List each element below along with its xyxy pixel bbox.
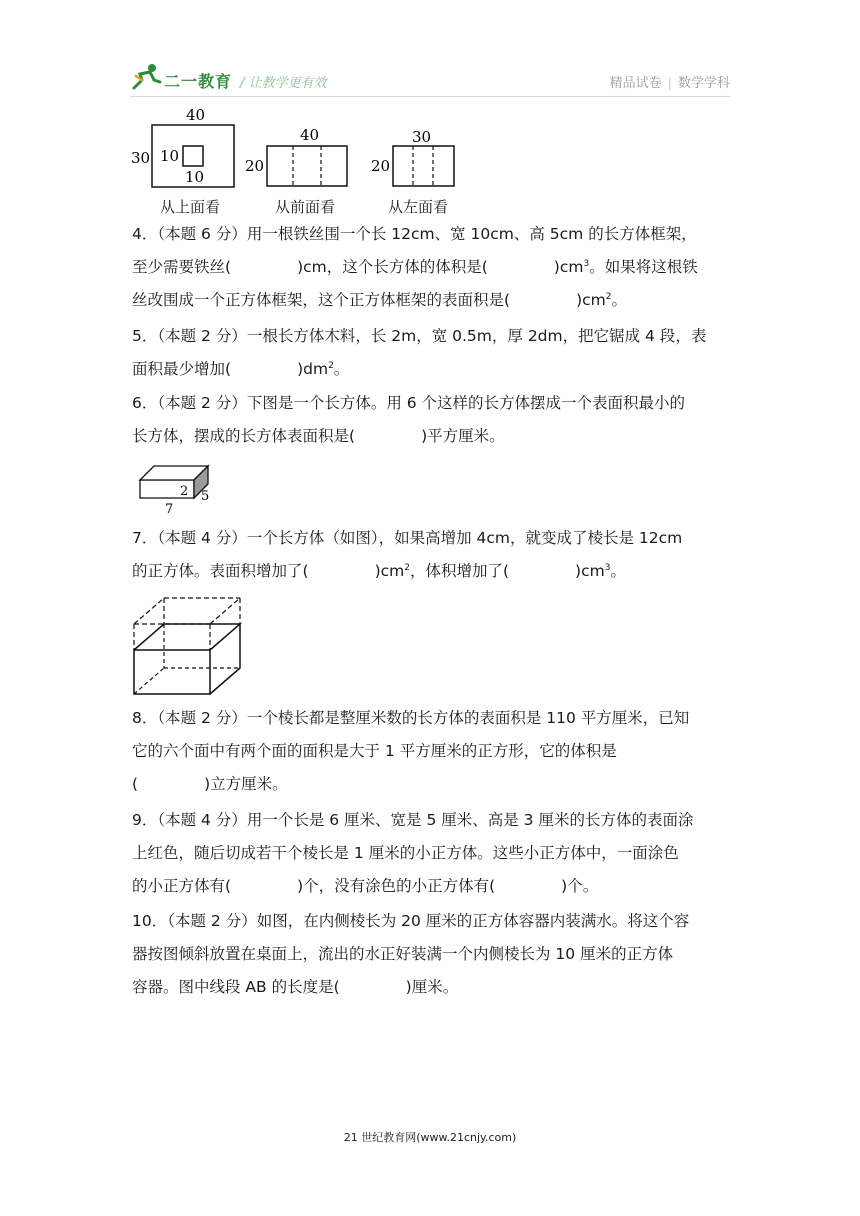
q10-text: )厘米。 — [405, 978, 459, 996]
question-6 — [132, 387, 732, 453]
q4-text: )cm — [553, 258, 584, 276]
three-views-drawing — [128, 104, 468, 196]
slogan: / 让教学更有效 — [240, 76, 327, 91]
q4-line-3 — [132, 284, 732, 317]
q6-line-2 — [132, 420, 732, 453]
unit-exponent: 2 — [328, 360, 334, 371]
q8-line-3 — [132, 768, 732, 801]
front-view-height-label: 20 — [245, 157, 265, 175]
cuboid-length-label: 7 — [165, 502, 174, 516]
logo-text: 二一教育 — [164, 72, 233, 91]
top-view-width-label: 40 — [186, 106, 206, 124]
q9-text: )个。 — [561, 877, 599, 895]
cuboid-width-label: 2 — [180, 484, 189, 499]
question-5 — [132, 320, 732, 386]
q9-line-1: 9．（本题 4 分）用一个长是 6 厘米、宽是 5 厘米、高是 3 厘米的长方体的表面涂 — [132, 811, 694, 829]
caption-top-view: 从上面看 — [160, 198, 221, 216]
q5-text: 。 — [333, 360, 350, 378]
caption-front-view: 从前面看 — [275, 198, 336, 216]
q7-text: )cm — [374, 562, 405, 580]
q9-text: )个，没有涂色的小正方体有( — [297, 877, 496, 895]
three-views-figure — [128, 104, 468, 216]
question-9 — [132, 804, 732, 903]
inner-square-bottom-label: 10 — [185, 168, 205, 186]
header-subject — [610, 72, 730, 91]
q7-text: 的正方体。表面积增加了( — [132, 562, 309, 580]
q5-text: 面积最少增加( — [132, 360, 232, 378]
header-label-quality: 精品试卷 — [609, 76, 662, 91]
q5-line-1: 5．（本题 2 分）一根长方体木料，长 2m，宽 0.5m，厚 2dm，把它锯成 4 段，表 — [132, 327, 707, 345]
inner-square-side-label: 10 — [160, 147, 180, 165]
question-8 — [132, 702, 732, 801]
q4-text: 至少需要铁丝( — [132, 258, 232, 276]
q4-line-2 — [132, 251, 732, 284]
header-label-subject: 数学学科 — [677, 76, 730, 91]
q4-text: 。 — [611, 291, 627, 309]
q9-line-2: 上红色，随后切成若干个棱长是 1 厘米的小正方体。这些小正方体中，一面涂色 — [132, 844, 679, 862]
cuboid-height-label: 5 — [201, 489, 210, 504]
header-separator: | — [667, 76, 672, 91]
top-view-height-label: 30 — [131, 149, 151, 167]
q6-line-1: 6．（本题 2 分）下图是一个长方体。用 6 个这样的长方体摆成一个表面积最小的 — [132, 394, 686, 412]
unit-exponent: 2 — [605, 291, 612, 302]
caption-left-view: 从左面看 — [388, 198, 449, 216]
question-10 — [132, 905, 732, 1004]
q7-text: 。 — [610, 562, 626, 580]
q8-line-2: 它的六个面中有两个面的面积是大于 1 平方厘米的正方形，它的体积是 — [132, 742, 617, 760]
q6-text: 长方体，摆成的长方体表面积是( — [132, 427, 356, 445]
q5-line-2 — [132, 353, 732, 386]
q8-line-1: 8．（本题 2 分）一个棱长都是整厘米数的长方体的表面积是 110 平方厘米，已知 — [132, 709, 690, 727]
question-7 — [132, 522, 732, 588]
left-view-width-label: 30 — [412, 128, 432, 146]
q8-text: )立方厘米。 — [204, 775, 288, 793]
q5-text: )dm — [297, 360, 329, 378]
q4-text: )cm — [576, 291, 606, 309]
q7-line-2 — [132, 555, 732, 588]
q10-text: 容器。图中线段 AB 的长度是( — [132, 978, 340, 996]
q4-line-1: 4．（本题 6 分）用一根铁丝围一个长 12cm、宽 10cm、高 5cm 的长方体框架， — [132, 225, 697, 243]
q10-line-3 — [132, 971, 732, 1004]
q9-text: 的小正方体有( — [132, 877, 232, 895]
cuboid-extension-figure-q7 — [130, 594, 246, 698]
q4-text: 。如果将这根铁 — [589, 258, 698, 276]
runner-logo-icon — [130, 62, 162, 92]
page-footer: 21 世纪教育网(www.21cnjy.com) — [343, 1131, 517, 1144]
left-view-height-label: 20 — [371, 157, 391, 175]
q10-line-1: 10．（本题 2 分）如图，在内侧棱长为 20 厘米的正方体容器内装满水。将这个容 — [132, 912, 690, 930]
q4-text: )cm，这个长方体的体积是( — [297, 258, 488, 276]
q7-text: ，体积增加了( — [409, 562, 510, 580]
cuboid-figure-q6 — [134, 460, 214, 516]
front-view-width-label: 40 — [300, 126, 320, 144]
unit-exponent: 3 — [583, 258, 590, 269]
q8-text: ( — [132, 775, 139, 793]
q6-text: )平方厘米。 — [421, 427, 505, 445]
q7-text: )cm — [575, 562, 605, 580]
question-4 — [132, 218, 732, 317]
q7-line-1: 7．（本题 4 分）一个长方体（如图），如果高增加 4cm，就变成了棱长是 12cm — [132, 529, 683, 547]
unit-exponent: 2 — [404, 562, 410, 573]
unit-exponent: 3 — [604, 562, 611, 573]
q10-line-2: 器按图倾斜放置在桌面上，流出的水正好装满一个内侧棱长为 10 厘米的正方体 — [132, 945, 674, 963]
q4-text: 丝改围成一个正方体框架，这个正方体框架的表面积是( — [132, 291, 511, 309]
page-header — [130, 62, 730, 97]
q9-line-3 — [132, 870, 732, 903]
